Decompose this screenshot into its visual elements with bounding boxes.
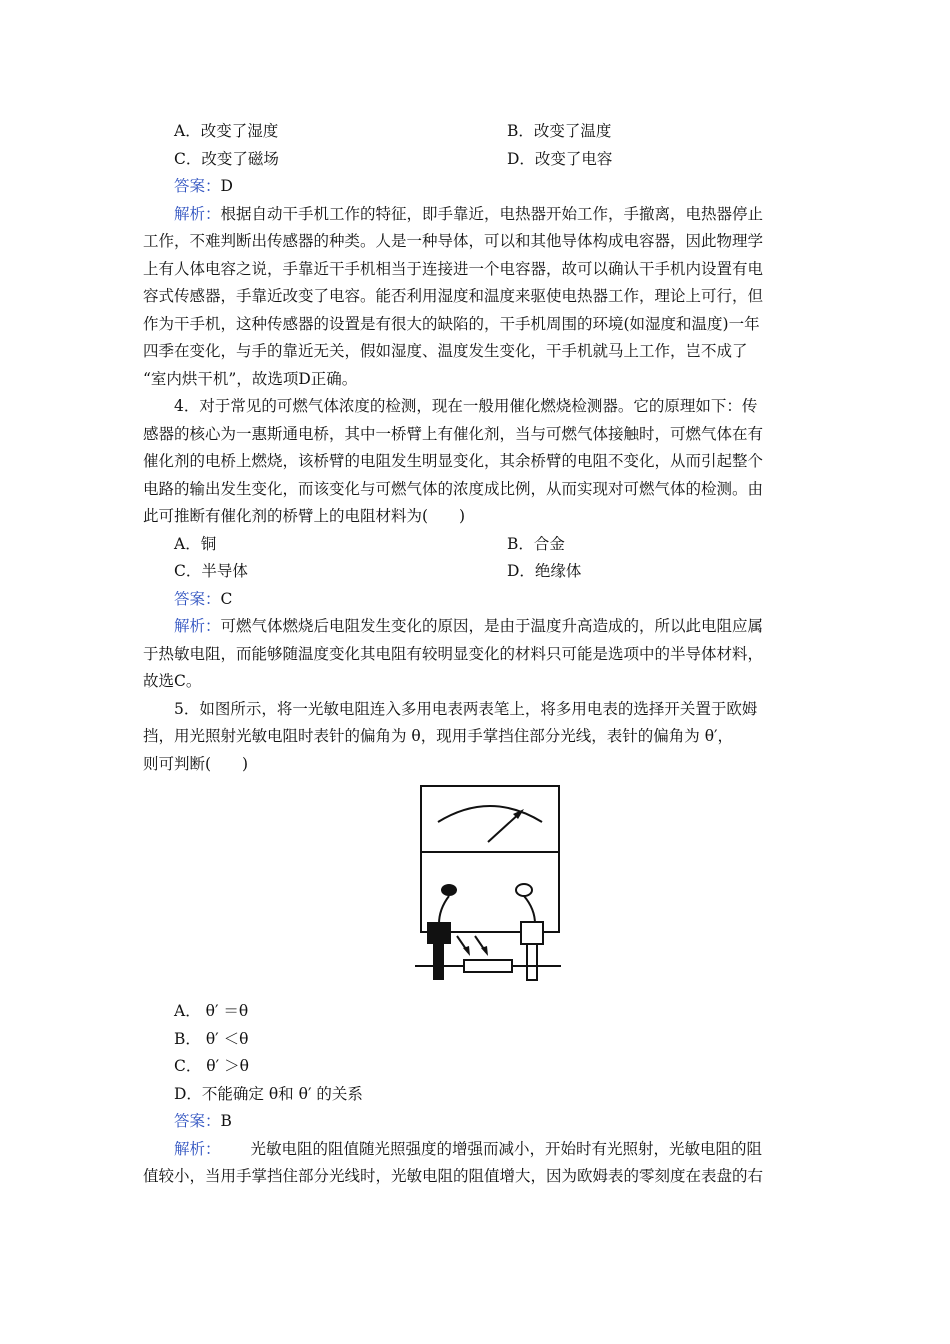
q4-options-row-2 xyxy=(143,558,813,586)
answer-value: B xyxy=(220,1112,232,1130)
q3-options-row-1 xyxy=(143,118,813,146)
white-terminal xyxy=(516,884,532,896)
answer-label: 答案： xyxy=(174,177,221,195)
q5-stem xyxy=(143,696,813,779)
analysis-text: 作为干手机，这种传感器的设置是有很大的缺陷的，干手机周围的环境(如湿度和温度)一年 xyxy=(143,314,760,333)
analysis-text: 四季在变化，与手的靠近无关，假如湿度、温度发生变化，干手机就马上工作，岂不成了 xyxy=(143,342,748,360)
q3-option-a: A．改变了湿度 xyxy=(174,122,279,140)
question-text: 此可推断有催化剂的桥臂上的电阻材料为( ) xyxy=(143,507,466,525)
analysis-text: 值较小，当用手掌挡住部分光线时，光敏电阻的阻值增大，因为欧姆表的零刻度在表盘的右 xyxy=(143,1167,764,1185)
analysis-text: 于热敏电阻，而能够随温度变化其电阻有较明显变化的材料只可能是选项中的半导体材料， xyxy=(143,644,764,663)
black-probe-handle xyxy=(427,922,451,944)
analysis-text: “室内烘干机”，故选项D正确。 xyxy=(143,369,358,388)
q5-answer xyxy=(143,1108,813,1136)
light-arrows xyxy=(457,936,486,952)
question-text: 感器的核心为一惠斯通电桥，其中一桥臂上有催化剂，当与可燃气体接触时，可燃气体在有 xyxy=(143,424,764,443)
answer-label: 答案： xyxy=(174,1112,221,1130)
q5-option-d: D．不能确定 θ和 θ′ 的关系 xyxy=(174,1084,363,1103)
q5-option-b: B． θ′ ＜θ xyxy=(174,1029,249,1048)
multimeter-figure xyxy=(143,782,813,994)
analysis-text: 故选C。 xyxy=(143,672,202,690)
q5-option-c: C． θ′ ＞θ xyxy=(174,1057,249,1075)
q3-option-c: C．改变了磁场 xyxy=(174,149,279,168)
white-lead xyxy=(524,896,535,924)
q3-options-row-2 xyxy=(143,146,813,174)
analysis-label: 解析： xyxy=(174,617,221,635)
multimeter-diagram xyxy=(413,784,563,990)
analysis-text: 光敏电阻的阻值随光照强度的增强而减小，开始时有光照射，光敏电阻的阻 xyxy=(250,1139,763,1158)
analysis-label: 解析： xyxy=(174,204,221,223)
question-text: 挡，用光照射光敏电阻时表针的偏角为 θ，现用手掌挡住部分光线，表针的偏角为 θ′， xyxy=(143,727,734,745)
q3-answer xyxy=(143,173,813,201)
analysis-text: 可燃气体燃烧后电阻发生变化的原因，是由于温度升高造成的，所以此电阻应属 xyxy=(220,617,764,635)
analysis-text: 上有人体电容之说，手靠近干手机相当于连接进一个电容器，故可以确认干手机内设置有电 xyxy=(143,259,764,278)
analysis-text: 根据自动干手机工作的特征，即手靠近，电热器开始工作，手撤离，电热器停止 xyxy=(220,204,764,223)
q4-option-d: D．绝缘体 xyxy=(507,562,582,580)
q4-options-row-1 xyxy=(143,531,813,559)
black-terminal xyxy=(441,884,457,896)
white-probe xyxy=(521,922,543,980)
dial-scale-arc xyxy=(438,806,542,822)
q4-option-a: A．铜 xyxy=(174,534,217,553)
q4-option-c: C．半导体 xyxy=(174,562,248,580)
answer-value: D xyxy=(220,177,233,195)
q4-option-b: B．合金 xyxy=(507,534,565,553)
q4-stem xyxy=(143,393,813,531)
analysis-text: 工作，不难判断出传感器的种类。人是一种导体，可以和其他导体构成电容器，因此物理学 xyxy=(143,232,764,250)
question-text: 电路的输出发生变化，而该变化与可燃气体的浓度成比例，从而实现对可燃气体的检测。由 xyxy=(143,479,764,498)
photoresistor xyxy=(464,960,512,972)
q4-answer xyxy=(143,586,813,614)
question-text: 4．对于常见的可燃气体浓度的检测，现在一般用催化燃烧检测器。它的原理如下：传 xyxy=(174,397,758,415)
analysis-label: 解析： xyxy=(174,1139,221,1158)
q5-option-a: A． θ′ ＝θ xyxy=(174,1002,249,1020)
question-text: 5．如图所示，将一光敏电阻连入多用电表两表笔上，将多用电表的选择开关置于欧姆 xyxy=(174,699,758,718)
answer-label: 答案： xyxy=(174,589,221,608)
document-page xyxy=(143,118,813,1191)
q3-option-d: D．改变了电容 xyxy=(507,149,613,168)
answer-value: C xyxy=(220,589,233,608)
q4-analysis xyxy=(143,613,813,696)
analysis-text: 容式传感器，手靠近改变了电容。能否利用湿度和温度来驱使电热器工作，理论上可行，但 xyxy=(143,287,764,305)
q3-option-b: B．改变了温度 xyxy=(507,122,612,140)
question-text: 则可判断( ) xyxy=(143,754,249,773)
q5-analysis xyxy=(143,1136,813,1191)
black-lead xyxy=(439,896,449,924)
black-probe-tip xyxy=(433,944,444,980)
q3-analysis xyxy=(143,201,813,394)
question-text: 催化剂的电桥上燃烧，该桥臂的电阻发生明显变化，其余桥臂的电阻不变化，从而引起整个 xyxy=(143,452,764,470)
